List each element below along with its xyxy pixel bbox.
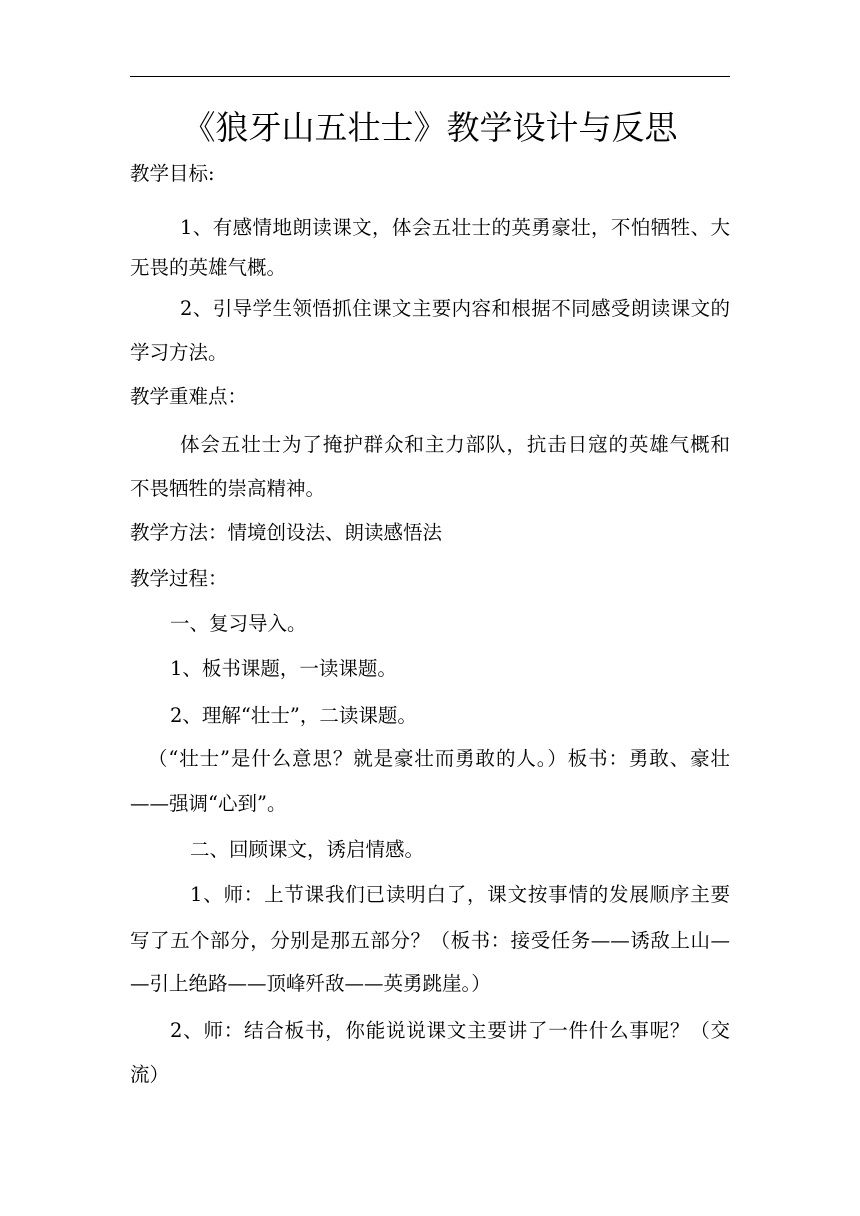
paragraph-line: 体会五壮士为了掩护群众和主力部队，抗击日寇的英雄气概和 (180, 433, 730, 456)
paragraph-line: 无畏的英雄气概。 (130, 256, 287, 279)
section-heading: 教学目标: (130, 162, 215, 185)
paragraph-line: —引上绝路——顶峰歼敌——英勇跳崖。） (130, 972, 491, 995)
header-rule (130, 76, 730, 77)
paragraph-line: 不畏牺牲的崇高精神。 (130, 477, 326, 500)
document-title: 《狼牙山五壮士》教学设计与反思 (182, 108, 678, 147)
paragraph-line: 1、板书课题，一读课题。 (170, 657, 397, 680)
paragraph-line: 1、有感情地朗读课文，体会五壮士的英勇豪壮，不怕牺牲、大 (180, 216, 730, 239)
subsection-heading: 一、复习导入。 (170, 612, 307, 635)
subsection-heading: 二、回顾课文，诱启情感。 (190, 838, 425, 861)
paragraph-line: 2、师：结合板书，你能说说课文主要讲了一件什么事呢？（交 (170, 1019, 730, 1042)
section-heading: 教学方法：情境创设法、朗读感悟法 (130, 521, 443, 544)
paragraph-line: ——强调“心到”。 (130, 792, 287, 815)
section-heading: 教学重难点： (130, 385, 248, 408)
paragraph-line: 学习方法。 (130, 341, 228, 364)
paragraph-line: 写了五个部分，分别是那五部分？（板书：接受任务——诱敌上山— (130, 929, 730, 952)
paragraph-line: 2、引导学生领悟抓住课文主要内容和根据不同感受朗读课文的 (180, 297, 730, 320)
paragraph-line: 1、师：上节课我们已读明白了，课文按事情的发展顺序主要 (190, 883, 730, 906)
paragraph-line: 2、理解“壮士”，二读课题。 (170, 704, 417, 727)
paragraph-line: （“壮士”是什么意思？就是豪壮而勇敢的人。）板书：勇敢、豪壮 (148, 747, 730, 770)
section-heading: 教学过程： (130, 567, 228, 590)
paragraph-line: 流） (130, 1063, 170, 1086)
